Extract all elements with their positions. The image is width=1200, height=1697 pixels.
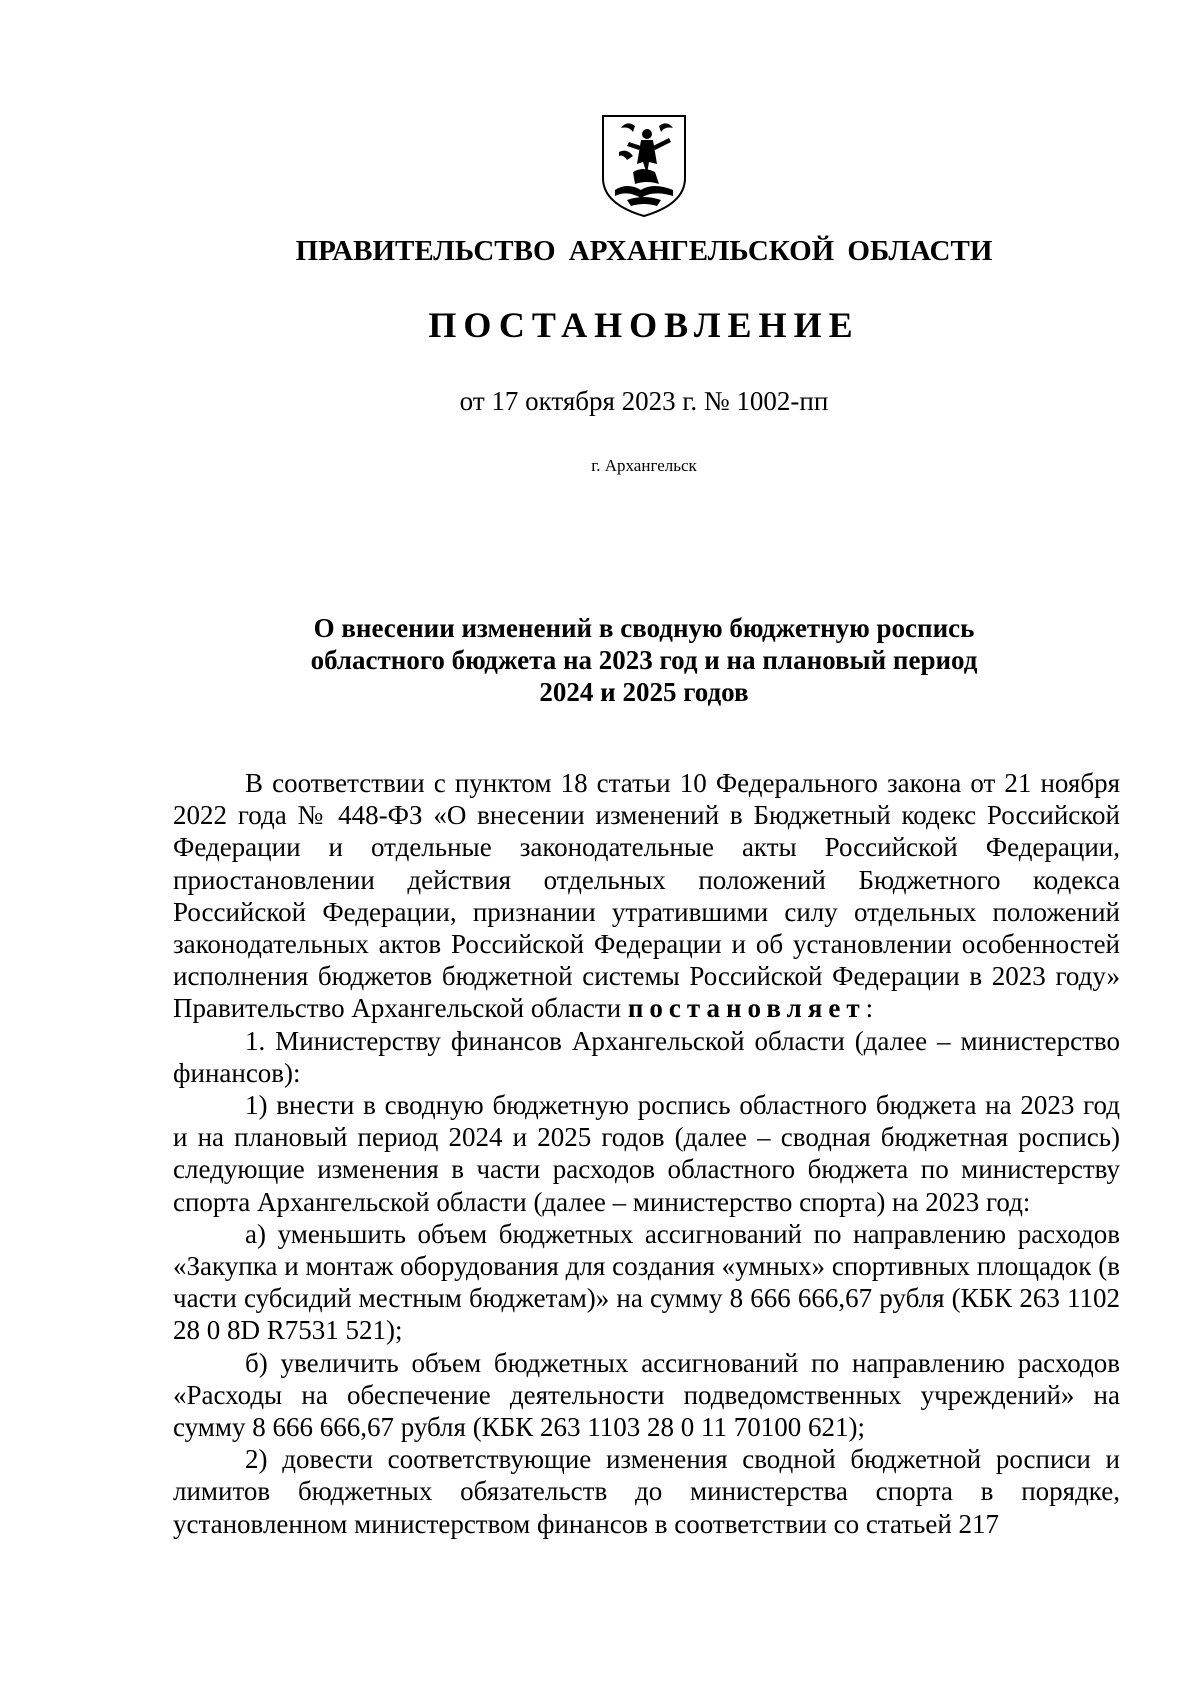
title-line: О внесении изменений в сводную бюджетную роспись <box>313 613 975 643</box>
paragraph-1-2: 2) довести соответствующие изменения сводной бюджетной росписи и лимитов бюджетных обязательств до министерства спорта в порядке, установленном министерством финансов в соответствии со статьей 217 <box>173 1444 1120 1539</box>
document-body <box>173 767 1120 1540</box>
decree-word: постановляет <box>627 993 866 1024</box>
paragraph-1-1-a: а) уменьшить объем бюджетных ассигнований по направлению расходов «Закупка и монтаж оборудования для создания «умных» спортивных площадок (в части субсидий местным бюджетам)» на сумму 8 666 666,67 рубля (КБК 263 1102 28 0 8D R7531 521); <box>173 1218 1120 1346</box>
organization-name: ПРАВИТЕЛЬСТВО АРХАНГЕЛЬСКОЙ ОБЛАСТИ <box>295 235 993 267</box>
preamble-text: В соответствии с пунктом 18 статьи 10 Федерального закона от 21 ноября 2022 года № 448-ФЗ «О внесении изменений в Бюджетный кодекс Российской Федерации и отдельные законодательные акты Российской Федерации, приостановлении действия отдельных положений Бюджетного кодекса Российской Федерации, признании утратившими силу отдельных положений законодательных актов Российской Федерации и об установлении особенностей исполнения бюджетов бюджетной системы Российской Федерации в 2023 году» Правительство Архангельской области <box>173 768 1120 1024</box>
title-line: 2024 и 2025 годов <box>539 677 749 707</box>
title-line: областного бюджета на 2023 год и на плановый период <box>310 645 978 675</box>
document-city: г. Архангельск <box>591 456 697 475</box>
preamble-paragraph: В соответствии с пунктом 18 статьи 10 Федерального закона от 21 ноября 2022 года № 448-ФЗ «О внесении изменений в Бюджетный кодекс Российской Федерации и отдельные законодательные акты Российской Федерации, приостановлении действия отдельных положений Бюджетного кодекса Российской Федерации, признании утратившими силу отдельных положений законодательных актов Российской Федерации и об установлении особенностей исполнения бюджетов бюджетной системы Российской Федерации в 2023 году» Правительство Архангельской области постановляет: <box>173 768 1120 1024</box>
paragraph-1-1-b: б) увеличить объем бюджетных ассигнований по направлению расходов «Расходы на обеспечение деятельности подведомственных учреждений» на сумму 8 666 666,67 рубля (КБК 263 1103 28 0 11 70100 621); <box>173 1347 1120 1443</box>
paragraph-1-1: 1) внести в сводную бюджетную роспись областного бюджета на 2023 год и на плановый период 2024 и 2025 годов (далее – сводная бюджетная роспись) следующие изменения в части расходов областного бюджета по министерству спорта Архангельской области (далее – министерство спорта) на 2023 год: <box>173 1090 1120 1217</box>
document-title <box>250 612 1038 708</box>
document-type: ПОСТАНОВЛЕНИЕ <box>428 305 860 345</box>
document-date-number: от 17 октября 2023 г. № 1002-пп <box>459 386 829 416</box>
paragraph-1: 1. Министерству финансов Архангельской области (далее – министерство финансов): <box>173 1025 1120 1088</box>
coat-of-arms-icon <box>597 112 691 220</box>
